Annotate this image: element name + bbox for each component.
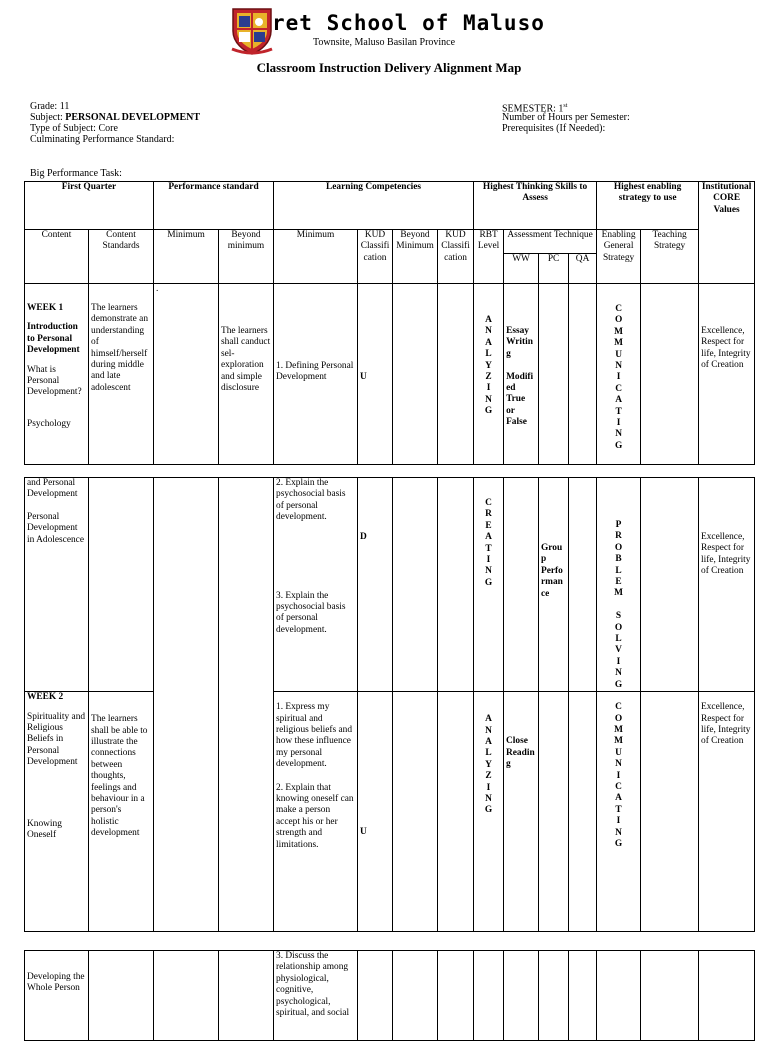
- header-content-standards: Content Standards: [89, 230, 154, 284]
- week1-kud: U: [358, 284, 393, 465]
- week1-core: Excellence, Respect for life, Integrity of Creation: [699, 284, 755, 465]
- block2-competencies: 2. Explain the psychosocial basis of personal development. 3. Explain the psychosocial basis of personal development.: [274, 478, 358, 692]
- block2-minimum: [154, 478, 219, 932]
- vertical-label: P R O B L E M S O L V I N G: [614, 520, 623, 690]
- subject-value: PERSONAL DEVELOPMENT: [65, 112, 201, 123]
- week2-title: Spirituality and Religious Beliefs in Personal Development: [27, 711, 86, 768]
- week1-qa: [569, 284, 597, 465]
- big-performance-task: Big Performance Task:: [30, 168, 122, 179]
- block4-kud: [358, 951, 393, 1041]
- block2-core: Excellence, Respect for life, Integrity of Creation: [699, 478, 755, 692]
- block4-lc-beyond: [393, 951, 438, 1041]
- alignment-table-2: [24, 477, 755, 932]
- week1-psychology: Psychology: [27, 418, 71, 429]
- week1-question: What is Personal Development?: [27, 364, 82, 398]
- block4-competency: 3. Discuss the relationship among physiological, cognitive, psychological, spiritual, and social: [274, 951, 358, 1041]
- header-kud-classification-2: KUD Classification: [438, 230, 474, 284]
- course-info-left: [30, 101, 200, 145]
- vertical-label: C O M M U N I C A T I N G: [614, 304, 624, 451]
- table-row-block4: [25, 951, 755, 1041]
- week1-teaching: [641, 284, 699, 465]
- header-minimum: Minimum: [154, 230, 219, 284]
- week2-lc-beyond: [393, 692, 438, 932]
- school-seal-icon: [230, 5, 274, 55]
- week2-content: [25, 692, 89, 932]
- week1-label: WEEK 1: [27, 303, 64, 313]
- header-core-values: Institutional CORE Values: [699, 182, 755, 284]
- week2-rbt: [474, 692, 504, 932]
- block2-qa: [569, 478, 597, 692]
- block4-pc: [539, 951, 569, 1041]
- semester-sup: st: [563, 103, 568, 109]
- block4-content: Developing the Whole Person: [25, 951, 89, 1041]
- culminating-standard: Culminating Performance Standard:: [30, 134, 175, 145]
- week1-competency: 1. Defining Personal Development: [274, 284, 358, 465]
- week2-label: WEEK 2: [27, 692, 64, 703]
- block2-content: [25, 478, 89, 692]
- header-first-quarter: First Quarter: [25, 182, 154, 230]
- semester-line: [502, 101, 630, 115]
- block2-enabling: [597, 478, 641, 692]
- school-name: ret School of Maluso: [272, 11, 545, 35]
- block4-enabling: [597, 951, 641, 1041]
- block4-rbt: [474, 951, 504, 1041]
- week1-kud2: [438, 284, 474, 465]
- header-ww: WW: [504, 254, 539, 284]
- vertical-label: C O M M U N I C A T I N G: [614, 702, 623, 849]
- header-assessment-technique: Assessment Technique: [504, 230, 597, 254]
- week2-ww: Close Reading: [504, 692, 539, 932]
- subject-line: [30, 112, 200, 123]
- block2-beyond: [219, 478, 274, 932]
- block2-content-top: and Personal Development: [27, 478, 78, 500]
- subject-label: Subject:: [30, 112, 66, 123]
- week1-minimum: .: [154, 284, 219, 465]
- week2-kud2: [438, 692, 474, 932]
- header-kud-classification: KUD Classification: [358, 230, 393, 284]
- week1-ww: Essay Writing Modified True or False: [504, 284, 539, 465]
- block2-kud2: [438, 478, 474, 692]
- vertical-label: A N A L Y Z I N G: [484, 714, 493, 816]
- header-pc: PC: [539, 254, 569, 284]
- week1-content-standard: The learners demonstrate an understanding of himself/herself during middle and late adolescent: [89, 284, 154, 465]
- header-learning-competencies: Learning Competencies: [274, 182, 474, 230]
- table-row-block2: [25, 478, 755, 692]
- week1-enabling: [597, 284, 641, 465]
- block2-lc-beyond: [393, 478, 438, 692]
- table-row-week2: [25, 692, 755, 932]
- week2-pc: [539, 692, 569, 932]
- header-lc-minimum: Minimum: [274, 230, 358, 284]
- week2-knowing: Knowing Oneself: [27, 818, 62, 840]
- block4-teaching: [641, 951, 699, 1041]
- block4-ww: [504, 951, 539, 1041]
- block4-minimum: [154, 951, 219, 1041]
- header-qa: QA: [569, 254, 597, 284]
- vertical-label: C R E A T I N G: [484, 498, 493, 588]
- block2-pc: Group Performance: [539, 478, 569, 692]
- block2-ww: [504, 478, 539, 692]
- week2-core: Excellence, Respect for life, Integrity of Creation: [699, 692, 755, 932]
- week1-beyond-minimum: The learners shall canduct sel-exploration and simple disclosure: [219, 284, 274, 465]
- header-highest-thinking: Highest Thinking Skills to Assess: [474, 182, 597, 230]
- block2-teaching: [641, 478, 699, 692]
- week2-competencies: 1. Express my spiritual and religious beliefs and how these influence my personal development. 2. Explain that knowing oneself can make a person accept his or her strength and limitations.: [274, 692, 358, 932]
- week1-lc-beyond: [393, 284, 438, 465]
- subject-type: Type of Subject: Core: [30, 123, 118, 134]
- header-highest-enabling: Highest enabling strategy to use: [597, 182, 699, 230]
- header-content: Content: [25, 230, 89, 284]
- header-enabling-general-strategy: Enabling General Strategy: [597, 230, 641, 284]
- alignment-table-3: [24, 950, 755, 1041]
- block2-kud: D: [358, 478, 393, 692]
- header-teaching-strategy: Teaching Strategy: [641, 230, 699, 284]
- block2-content-standard: [89, 478, 154, 692]
- week2-enabling: [597, 692, 641, 932]
- block4-core: [699, 951, 755, 1041]
- hours-per-semester: Number of Hours per Semester:: [502, 112, 630, 123]
- alignment-table-1: [24, 181, 755, 465]
- semester-text: SEMESTER: 1: [502, 103, 564, 115]
- school-address: Townsite, Maluso Basilan Province: [313, 37, 456, 48]
- grade-text: Grade: 11: [30, 101, 70, 112]
- week2-qa: [569, 692, 597, 932]
- block4-kud2: [438, 951, 474, 1041]
- header-beyond-minimum: Beyond minimum: [219, 230, 274, 284]
- header-rbt-level: RBT Level: [474, 230, 504, 284]
- week1-pc: [539, 284, 569, 465]
- week1-content: [25, 284, 89, 465]
- week2-kud: U: [358, 692, 393, 932]
- week2-content-standard: The learners shall be able to illustrate the connections between thoughts, feelings and behaviour in a person's holistic development: [89, 692, 154, 932]
- block4-beyond: [219, 951, 274, 1041]
- block4-qa: [569, 951, 597, 1041]
- block2-rbt: [474, 478, 504, 692]
- vertical-label: A N A L Y Z I N G: [484, 315, 493, 417]
- header-performance-standard: Performance standard: [154, 182, 274, 230]
- course-info-right: [502, 101, 630, 134]
- table-row-week1: [25, 284, 755, 465]
- header-lc-beyond-minimum: Beyond Minimum: [393, 230, 438, 284]
- document-title: Classroom Instruction Delivery Alignment Map: [256, 60, 522, 75]
- week2-teaching: [641, 692, 699, 932]
- block4-content-standard: [89, 951, 154, 1041]
- week1-rbt: [474, 284, 504, 465]
- week1-title: Introduction to Personal Development: [27, 322, 80, 356]
- block2-content-adolescence: Personal Development in Adolescence: [27, 511, 85, 545]
- prerequisites: Prerequisites (If Needed):: [502, 123, 606, 134]
